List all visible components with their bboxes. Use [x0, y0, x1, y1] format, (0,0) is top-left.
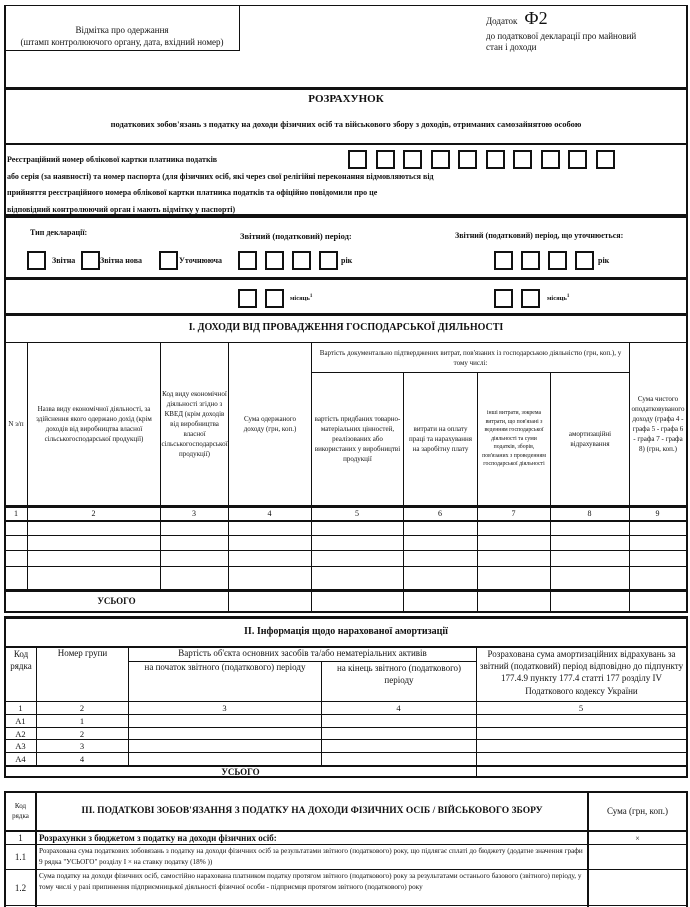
s1-empty-row-line	[4, 611, 688, 612]
clarified-month-text: місяць	[547, 295, 567, 303]
period-year-digit-1[interactable]	[238, 251, 257, 270]
s1-header-col9: Сума чистого оподатковуваного доходу (графа 4 - графа 5 - графа 6 - графа 7 - графа 8) (грн, коп.)	[631, 395, 685, 453]
annex-heading	[486, 8, 548, 29]
taxpayer-label	[7, 152, 434, 218]
s1-row-line-2	[4, 550, 688, 551]
s3-header-sum: Сума (грн, коп.)	[606, 806, 669, 816]
s2-row-code: А2	[15, 728, 26, 739]
s1-vline-1	[27, 342, 28, 590]
clarified-month-label	[547, 294, 569, 302]
s1-header-col8: амортизаційні відрахування	[568, 430, 612, 448]
annex-description	[486, 31, 636, 53]
header-right-border	[686, 5, 688, 88]
s2-row-code: А4	[15, 754, 26, 765]
s2-header-end: на кінець звітного (податкового) періоду	[336, 663, 462, 685]
period-month-label	[290, 294, 312, 302]
s2-header-code: Код рядка	[10, 649, 32, 671]
s2-header-calc: Розрахована сума амортизаційних відрахувань за звітний (податковий) період відповідно до підпункту 177.4.9 пункту 177.4 статті 177 розділу IV Податкового кодексу України	[479, 649, 684, 696]
s1-header-col3: Код виду економічної діяльності згідно з КВЕД (крім доходів від виробництва власної сільськогосподарської продукції)	[161, 390, 228, 458]
taxpayer-line2: або серія (за наявності) та номер паспорта (для фізичних осіб, які через свої релігійні переконання відмовляються від	[7, 171, 434, 181]
s1-column-number: 2	[91, 509, 96, 518]
s3-row1-bottom	[4, 844, 688, 845]
period-year-label: рік	[341, 256, 353, 265]
tin-digit-box[interactable]	[513, 150, 532, 169]
clarified-year-label: рік	[598, 256, 610, 265]
s2-column-number: 2	[79, 703, 85, 713]
s1-column-number: 8	[587, 509, 592, 518]
s2-column-number: 4	[396, 703, 401, 713]
s2-header-start: на початок звітного (податкового) періоду	[144, 662, 306, 672]
period-year-digit-2[interactable]	[265, 251, 284, 270]
page-subtitle: податкових зобов'язань з податку на доходи фізичних осіб та військового збору з доходів, отриманих самозайнятою особою	[110, 119, 582, 129]
s2-row-calc-field[interactable]	[477, 728, 686, 739]
s2-row-end-field[interactable]	[322, 728, 476, 739]
s1-column-number: 9	[655, 509, 660, 518]
tin-digit-box[interactable]	[486, 150, 505, 169]
s1-header-col5: вартість придбаних товарно-матеріальних цінностей, реалізованих або використаних у виробництві продукції	[314, 415, 401, 463]
s3-row2-text: Розрахована сума податкових зобовязань з податку на доходи фізичних осіб за результатами звітного (податкового) року, що підлягає сплаті до бюджету (додатне значення графи 9 рядка "УСЬОГО" розділу І × на ставку податку (18% ))	[39, 847, 583, 866]
tin-digit-box[interactable]	[403, 150, 422, 169]
taxpayer-line3: прийняття реєстраційного номера облікової картки платника податків та офіційно повідомили про це	[7, 188, 378, 197]
clarified-month-digit-1[interactable]	[494, 289, 513, 308]
s1-expenses-header: Вартість документально підтверджених витрат, пов'язаних із господарською діяльністю (грн, коп.), у тому числі:	[319, 348, 622, 367]
annex-code: Ф2	[524, 8, 548, 28]
s1-column-number: 5	[355, 509, 359, 518]
s3-row3-sum[interactable]	[589, 870, 686, 906]
s1-header-col4: Сума одержаного доходу (грн, коп.)	[243, 415, 297, 433]
stamp-caption	[6, 24, 238, 48]
s2-row-group: 3	[79, 741, 85, 752]
header-top-border	[240, 5, 688, 6]
page-title: РОЗРАХУНОК	[308, 93, 384, 105]
type-label-zvitna: Звітна	[52, 256, 76, 265]
s2-row-code: А1	[15, 716, 26, 726]
s2-row-start-field[interactable]	[129, 753, 321, 764]
s3-row1-text: Розрахунки з бюджетом з податку на доходи фізичних осіб:	[39, 833, 277, 843]
section3-title: ІІІ. ПОДАТКОВІ ЗОБОВ'ЯЗАННЯ З ПОДАТКУ НА ДОХОДИ ФІЗИЧНИХ ОСІБ / ВІЙСЬКОВОГО ЗБОРУ	[81, 806, 543, 816]
annex-desc-line2: стан і доходи	[486, 42, 537, 52]
s2-row-code: А3	[15, 741, 26, 752]
s1-column-number: 4	[267, 509, 272, 518]
s1-column-number: 7	[511, 509, 516, 518]
period-label: Звітний (податковий) період:	[240, 231, 352, 241]
s3-row2-sum[interactable]	[589, 845, 686, 869]
clarified-month-footnote: 1	[566, 294, 570, 299]
s2-header-group: Номер групи	[57, 648, 108, 658]
s1-header-col2: Назва виду економічної діяльності, за здійснення якого одержано дохід (крім доходів від виробництва власної сільськогосподарської продукції)	[36, 405, 152, 443]
period-month-digit-2[interactable]	[265, 289, 284, 308]
s1-column-number: 1	[14, 509, 18, 518]
type-checkbox-utochnyuyucha[interactable]	[159, 251, 178, 270]
clarified-year-digit-1[interactable]	[494, 251, 513, 270]
s1-row-line-3	[4, 566, 688, 567]
s1-header-col6: витрати на оплату праці та нарахування на заробітну плату	[408, 425, 473, 453]
annex-desc-line1: до податкової декларації про майновий	[486, 31, 637, 41]
s1-header-col1: N з/п	[8, 420, 24, 428]
tin-digit-box[interactable]	[568, 150, 587, 169]
tin-digit-box[interactable]	[376, 150, 395, 169]
s3-row3-text: Сума податку на доходи фізичних осіб, самостійно нарахована платником податку протягом звітного (податкового) року за результатами останього базового (звітного) періоду, у тому числі у разі припинення підприємницької діяльності фізичної особи - підприємця протягом звітного (податкового) року	[39, 872, 582, 891]
s2-column-number: 5	[578, 703, 584, 713]
s2-row-calc-field[interactable]	[477, 740, 686, 751]
s3-row1-sum[interactable]: ×	[635, 833, 640, 843]
s2-total-label: УСЬОГО	[221, 766, 260, 777]
s3-row2-code: 1.1	[14, 852, 27, 862]
s1-column-number: 3	[192, 509, 196, 518]
s1-header-col7: інші витрати, зокрема витрати, що пов'язані з веденням господарської діяльності та суми податків, зборів, пов'язаних з проведенням господарської діяльності	[482, 410, 546, 468]
s2-row-end-field[interactable]	[322, 715, 476, 726]
s3-row2-bottom	[4, 869, 688, 870]
s1-row-line-1	[4, 535, 688, 536]
s2-row-calc-field[interactable]	[477, 753, 686, 764]
tin-digit-box[interactable]	[458, 150, 477, 169]
tin-digit-box[interactable]	[596, 150, 615, 169]
clarified-period-label: Звітний (податковий) період, що уточнюється:	[455, 231, 624, 240]
section1-title: І. ДОХОДИ ВІД ПРОВАДЖЕННЯ ГОСПОДАРСЬКОЇ ДІЯЛЬНОСТІ	[188, 322, 504, 333]
clarified-year-digit-4[interactable]	[575, 251, 594, 270]
s2-value-header: Вартість об'єкта основних засобів та/або нематеріальних активів	[178, 648, 427, 658]
s2-row-group: 2	[79, 728, 85, 739]
header-left-border	[4, 51, 6, 88]
s3-row3-bottom	[4, 905, 688, 906]
s2-row-start-field[interactable]	[129, 715, 321, 726]
type-checkbox-zvitna-nova[interactable]	[81, 251, 100, 270]
annex-label: Додаток	[486, 16, 518, 26]
s3-row1-code: 1	[18, 833, 23, 843]
s2-row-calc-field[interactable]	[477, 715, 686, 726]
type-checkbox-zvitna[interactable]	[27, 251, 46, 270]
tin-digit-box[interactable]	[348, 150, 367, 169]
declaration-type-label: Тип декларації:	[30, 228, 88, 237]
s2-row-group: 4	[79, 754, 85, 765]
s3-top-line	[4, 777, 688, 778]
s1-colnum-bottom	[4, 520, 688, 522]
clarified-year-digit-3[interactable]	[548, 251, 567, 270]
period-year-digit-4[interactable]	[319, 251, 338, 270]
taxpayer-line4: відповідний контролюючий орган і мають відмітку у паспорті)	[7, 204, 236, 214]
s2-row-group: 1	[79, 716, 85, 726]
clarified-year-digit-2[interactable]	[521, 251, 540, 270]
s1-column-number: 6	[438, 509, 442, 518]
taxpayer-line1: Реєстраційний номер облікової картки платника податків	[7, 155, 218, 164]
tin-digit-box[interactable]	[541, 150, 560, 169]
period-month-footnote: 1	[309, 294, 313, 299]
s2-column-number: 1	[18, 703, 23, 713]
s3-row3-code: 1.2	[14, 883, 27, 893]
type-label-zvitna-nova: Звітна нова	[100, 256, 143, 265]
tin-digit-box[interactable]	[431, 150, 450, 169]
stamp-line2: (штамп контролюючого органу, дата, вхідний номер)	[20, 37, 224, 47]
period-month-text: місяць	[290, 295, 310, 303]
s2-row-end-field[interactable]	[322, 753, 476, 764]
clarified-month-digit-2[interactable]	[521, 289, 540, 308]
s1-total-label: УСЬОГО	[97, 596, 136, 606]
period-month-digit-1[interactable]	[238, 289, 257, 308]
s2-column-number: 3	[222, 703, 227, 713]
type-label-utochnyuyucha: Уточнююча	[179, 256, 223, 265]
stamp-line1: Відмітка про одержання	[75, 25, 169, 35]
s2-row-end-field[interactable]	[322, 740, 476, 751]
s2-row-start-field[interactable]	[129, 728, 321, 739]
period-year-digit-3[interactable]	[292, 251, 311, 270]
section2-title: ІІ. Інформація щодо нарахованої амортизації	[244, 626, 448, 637]
s2-row-start-field[interactable]	[129, 740, 321, 751]
declaration-divider	[4, 277, 688, 280]
s3-header-code: Код рядка	[12, 802, 29, 820]
